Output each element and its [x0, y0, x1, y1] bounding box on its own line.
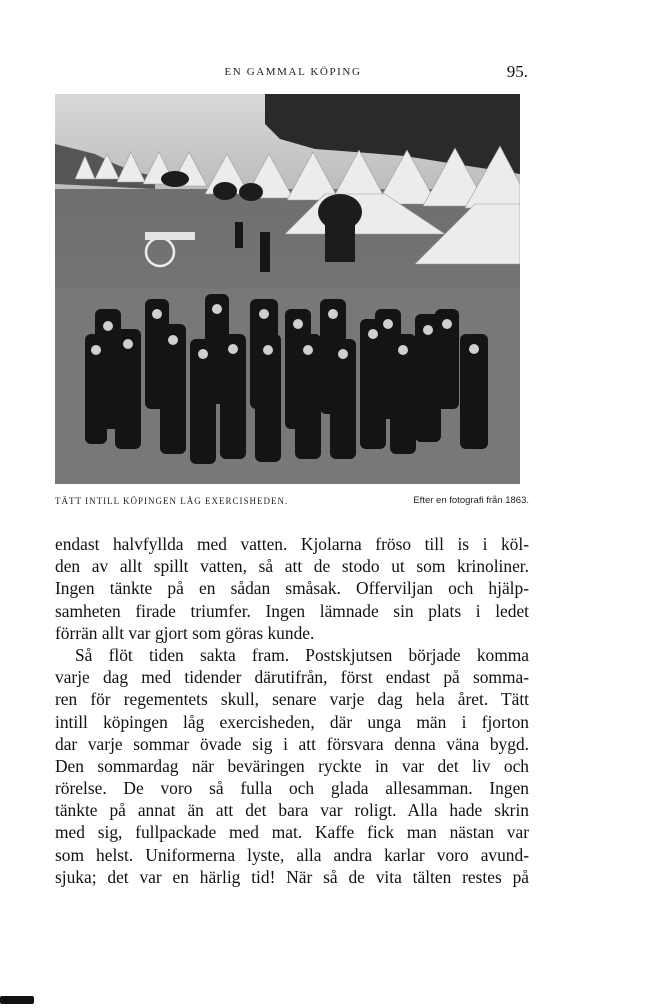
- text-line: med sig, fullpackade med mat. Kaffe fick man nästan var: [55, 822, 529, 843]
- text-line: endast halvfyllda med vatten. Kjolarna fröso till is i köl-: [55, 534, 529, 554]
- text-line: dar varje sommar övade sig i att försvara denna väna bygd.: [55, 733, 529, 754]
- text-line: förrän allt var gjort som göras kunde.: [55, 622, 315, 643]
- text-line: intill köpingen låg exercisheden, där unga män i fjorton: [55, 711, 529, 732]
- text-line: den av allt spillt vatten, så att de stodo ut som krinoliner.: [55, 556, 529, 577]
- camp-photograph: [55, 94, 520, 484]
- scan-edge-mark: [0, 996, 34, 1004]
- text-line: Den sommardag när beväringen ryckte in var det liv och: [55, 755, 529, 776]
- text-line: som helst. Uniformerna lyste, alla andra karlar voro avund-: [55, 844, 529, 865]
- body-paragraphs: [55, 533, 529, 888]
- text-line: rörelse. De voro så fulla och glada allesamman. Ingen: [55, 778, 529, 799]
- text-line: sjuka; det var en härlig tid! När så de vita tälten restes på: [55, 866, 529, 887]
- page-header: [56, 62, 530, 84]
- text-line: ren för regementets skull, senare varje dag hela året. Tätt: [55, 689, 529, 710]
- caption-source: Efter en fotografi från 1863.: [413, 495, 529, 506]
- text-line: Ingen tänkte på en sådan småsak. Offerviljan och hjälp-: [55, 578, 529, 599]
- page-number: 95.: [506, 62, 528, 81]
- text-line: varje dag med tidender därutifrån, först endast på somma-: [55, 667, 529, 688]
- caption-title: TÄTT INTILL KÖPINGEN LÅG EXERCISHEDEN.: [55, 496, 289, 506]
- photo-illustration: [55, 94, 520, 484]
- text-line: Så flöt tiden sakta fram. Postskjutsen började komma: [75, 644, 529, 665]
- figure-caption: [55, 494, 529, 510]
- running-title: EN GAMMAL KÖPING: [224, 66, 362, 78]
- text-line: tänkte på annat än att det bara var roligt. Alla hade skrin: [55, 800, 529, 821]
- text-line: samheten firade triumfer. Ingen lämnade sin plats i ledet: [55, 600, 529, 621]
